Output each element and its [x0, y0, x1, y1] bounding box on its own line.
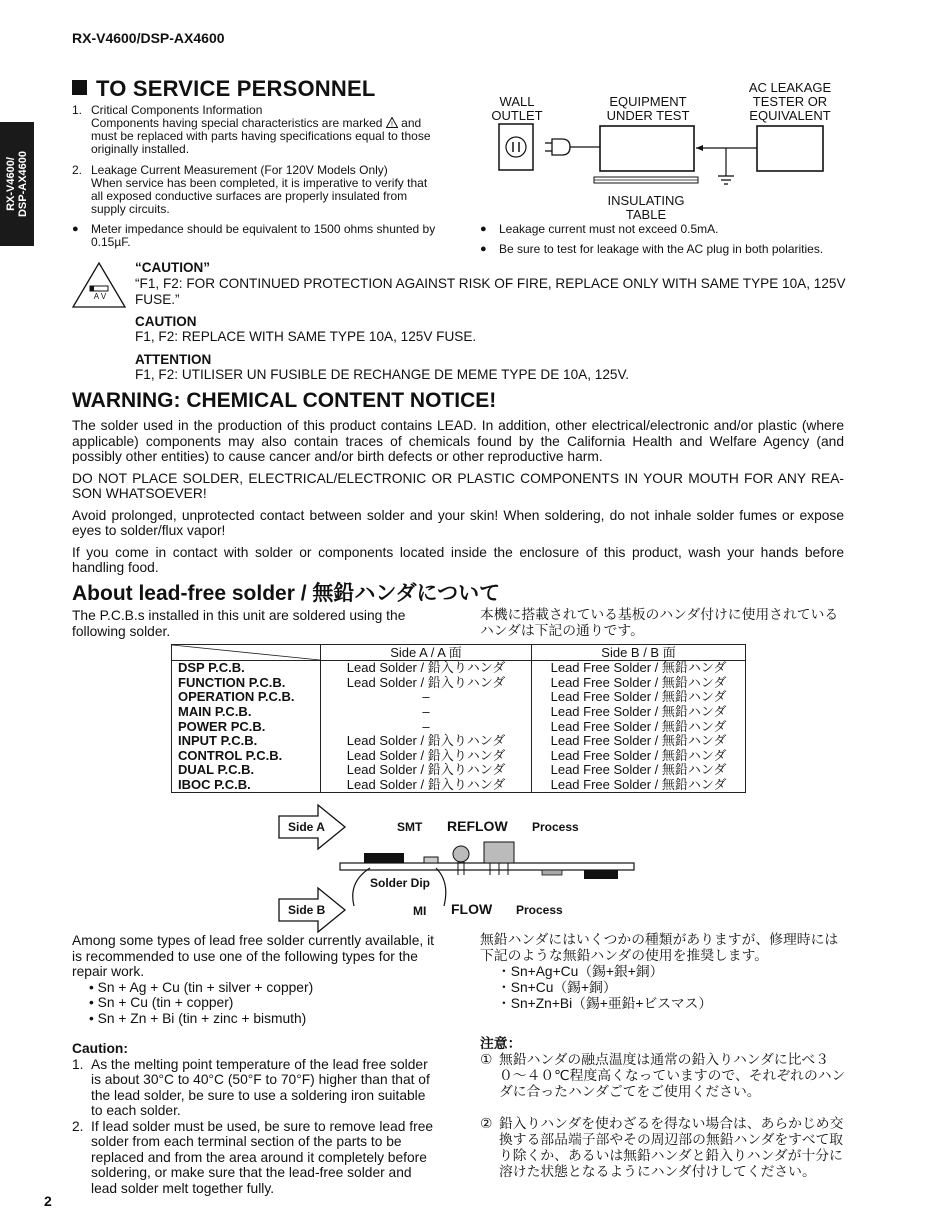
- caution-en: [72, 1041, 438, 1196]
- bullet-icon: ●: [480, 223, 487, 235]
- table-row: OPERATION P.C.B. – Lead Free Solder / 無鉛ハンダ: [172, 690, 746, 705]
- service-title: TO SERVICE PERSONNEL: [72, 76, 375, 102]
- attention-text: F1, F2: UTILISER UN FUSIBLE DE RECHANGE DE MEME TYPE DE 10A, 125V.: [135, 366, 630, 382]
- capacitor: [453, 846, 469, 862]
- list-item: • Sn + Zn + Bi (tin + zinc + bismuth): [89, 1010, 307, 1026]
- service-item-2: 2. Leakage Current Measurement (For 120V Models Only) When service has been completed, it is imperative to verify that all exposed conductive surfaces are properly insulated from supply circuits.: [72, 164, 438, 216]
- caution-en-title: Caution:: [72, 1041, 128, 1056]
- square-bullet-icon: [72, 80, 87, 95]
- table-row: IBOC P.C.B. Lead Solder / 鉛入りハンダ Lead Free Solder / 無鉛ハンダ: [172, 778, 746, 793]
- table-row: MAIN P.C.B. – Lead Free Solder / 無鉛ハンダ: [172, 705, 746, 720]
- list-item: • Sn + Ag + Cu (tin + silver + copper): [89, 979, 314, 995]
- item1-text: Components having special characteristics are marked ! and must be replaced with parts having specifications equal to those originally installed.: [91, 116, 431, 156]
- table-diagonal: [172, 645, 320, 660]
- side-tab-line2: DSP-AX4600: [17, 150, 29, 218]
- outlet-circle: [506, 137, 526, 157]
- leakage-test-diagram: [490, 118, 850, 198]
- col-side-a: Side A / A 面: [321, 645, 532, 661]
- caution-jp-item-2: ② 鉛入りハンダを使わざるを得ない場合は、あらかじめ交換する部品端子部やその周辺部の無鉛ハンダをすべて取り除くか、あるいは無鉛ハンダと鉛入りハンダが十分に溶けた状態となるようにハンダ付けしてください。: [480, 1116, 844, 1179]
- list-item: ・Sn+Zn+Bi（錫+亜鉛+ビスマス）: [497, 996, 713, 1011]
- table-row: INPUT P.C.B. Lead Solder / 鉛入りハンダ Lead Free Solder / 無鉛ハンダ: [172, 734, 746, 749]
- table-row: POWER PC.B. – Lead Free Solder / 無鉛ハンダ: [172, 719, 746, 734]
- list-item: ・Sn+Cu（錫+銅）: [497, 980, 617, 995]
- flow-label: FLOW: [451, 901, 493, 917]
- table-row: CONTROL P.C.B. Lead Solder / 鉛入りハンダ Lead Free Solder / 無鉛ハンダ: [172, 749, 746, 764]
- list-item: ・Sn+Ag+Cu（錫+銀+銅）: [497, 964, 664, 979]
- smt-chip: [364, 853, 404, 863]
- warning-title: WARNING: CHEMICAL CONTENT NOTICE!: [72, 389, 497, 412]
- caution-jp-item-1: ① 無鉛ハンダの融点温度は通常の鉛入りハンダに比べ３０〜４０℃程度高くなっていますので、それぞれのハンダに合ったハンダごてをご使用ください。: [480, 1052, 846, 1099]
- side-b-label: Side B: [288, 903, 326, 917]
- tester-label: AC LEAKAGE TESTER OR EQUIVALENT: [748, 80, 832, 123]
- caution-en-item-2: 2. If lead solder must be used, be sure to remove lead free solder from each terminal section of the parts to be replaced and from the area around it completely before soldering, or make sure that the lead-free solder and lead solder melt together fully.: [72, 1118, 434, 1196]
- item2-text: When service has been completed, it is imperative to verify that all exposed conductive surfaces are properly insulated from supply circuits.: [91, 176, 428, 216]
- outlet-box: [499, 124, 533, 170]
- model-header: RX-V4600/DSP-AX4600: [72, 30, 225, 46]
- types-jp: 無鉛ハンダにはいくつかの種類がありますが、修理時には下記のような無鉛ハンダの使用を推奨します。 ・Sn+Ag+Cu（錫+銀+銅） ・Sn+Cu（錫+銅） ・Sn+Zn+Bi（錫+亜鉛+ビスマス）: [480, 932, 846, 1012]
- attention-title: ATTENTION: [135, 351, 212, 367]
- caution-quote-text: “F1, F2: FOR CONTINUED PROTECTION AGAINST RISK OF FIRE, REPLACE ONLY WITH SAME TYPE 10A, 125V FUSE.”: [135, 276, 846, 307]
- solder-dip-label: Solder Dip: [370, 876, 431, 890]
- bottom-chip: [584, 870, 618, 879]
- caution-jp: [480, 1036, 846, 1180]
- tester-box: [757, 126, 823, 171]
- col-side-b: Side B / B 面: [532, 645, 746, 661]
- leadfree-intro-jp: 本機に搭載されている基板のハンダ付けに使用されているハンダは下記の通りです。: [480, 607, 839, 638]
- pcb-board: [340, 863, 634, 870]
- table-row: DSP P.C.B. Lead Solder / 鉛入りハンダ Lead Free Solder / 無鉛ハンダ: [172, 661, 746, 676]
- table-row: DUAL P.C.B. Lead Solder / 鉛入りハンダ Lead Free Solder / 無鉛ハンダ: [172, 763, 746, 778]
- smt-label: SMT: [397, 820, 423, 834]
- service-bullet-1: ● Meter impedance should be equivalent to 1500 ohms shunted by 0.15µF.: [72, 222, 436, 249]
- wall-outlet-label: WALL OUTLET: [491, 94, 543, 123]
- page-number: 2: [44, 1193, 52, 1209]
- bullet-icon: ●: [480, 243, 487, 255]
- insulating-table-label: INSULATING TABLE: [607, 193, 685, 222]
- equipment-label: EQUIPMENT UNDER TEST: [606, 94, 690, 123]
- caution-en-item-1: 1. As the melting point temperature of the lead free solder is about 30°C to 40°C (50°F to 70°F) higher than that of the lead solder, be sure to use a soldering iron suitable to each solder.: [72, 1056, 430, 1118]
- through-hole-part: [484, 842, 514, 863]
- fuse-caution-icon: [72, 262, 126, 308]
- bullet-icon: ●: [72, 223, 79, 235]
- side-a-label: Side A: [288, 820, 325, 834]
- caution-jp-title: 注意：: [480, 1036, 522, 1051]
- svg-text:!: !: [390, 121, 393, 128]
- warning-body: [72, 418, 844, 576]
- caution-text: F1, F2: REPLACE WITH SAME TYPE 10A, 125V FUSE.: [135, 329, 477, 344]
- mi-label: MI: [413, 904, 427, 918]
- list-item: • Sn + Cu (tin + copper): [89, 995, 234, 1010]
- fuse-icon-label: A V: [93, 292, 107, 301]
- warning-p3: Avoid prolonged, unprotected contact between solder and your skin! When soldering, do not inhale solder fumes or expose eyes to solder/flux vapor!: [72, 507, 844, 538]
- warning-p2: DO NOT PLACE SOLDER, ELECTRICAL/ELECTRONIC OR PLASTIC COMPONENTS IN YOUR MOUTH FOR ANY REA-SON WHATSOEVER!: [72, 470, 844, 501]
- caution-title: CAUTION: [135, 314, 197, 329]
- item2-title: Leakage Current Measurement (For 120V Models Only): [91, 163, 388, 177]
- item1-title: Critical Components Information: [91, 103, 263, 117]
- table-row: FUNCTION P.C.B. Lead Solder / 鉛入りハンダ Lead Free Solder / 無鉛ハンダ: [172, 676, 746, 691]
- side-tab-line1: RX-V4600/: [5, 157, 17, 211]
- plug-icon: [552, 139, 570, 155]
- warning-p4: If you come in contact with solder or components located inside the enclosure of this product, wash your hands before handling food.: [72, 544, 844, 575]
- leadfree-title: About lead-free solder / 無鉛ハンダについて: [72, 582, 501, 605]
- table-corner: [172, 645, 321, 661]
- types-en: Among some types of lead free solder currently available, it is recommended to use one of the following types for the repair work. • Sn + Ag + Cu (tin + silver + copper) • Sn + Cu (tin + copper) • Sn + Zn + Bi (tin + zinc + bismuth): [72, 933, 438, 1026]
- leadfree-intro-en: The P.C.B.s installed in this unit are soldered using the following solder.: [72, 608, 406, 639]
- caution-block: [135, 260, 850, 382]
- solder-table: [171, 644, 746, 793]
- warning-triangle-icon: [386, 117, 398, 128]
- side-tab: [0, 122, 34, 246]
- warning-p1: The solder used in the production of this product contains LEAD. In addition, other electrical/electronic and/or plastic (where applicable) components may also contain traces of chemicals found by the California Health and Welfare Agency (and possibly other entities) to cause cancer and/or birth defects or other reproductive harm.: [72, 418, 844, 464]
- process-b-label: Process: [516, 903, 563, 917]
- service-item-1: 1. Critical Components Information Components having special characteristics are marked ! and must be replaced with parts having specifications equal to those originally installed.: [72, 104, 438, 156]
- service-bullet-2: ● Leakage current must not exceed 0.5mA.: [480, 222, 719, 236]
- reflow-label: REFLOW: [447, 818, 508, 834]
- caution-quote-title: “CAUTION”: [135, 260, 210, 275]
- service-bullet-3: ● Be sure to test for leakage with the AC plug in both polarities.: [480, 242, 824, 256]
- equipment-box: [600, 126, 694, 171]
- process-a-label: Process: [532, 820, 579, 834]
